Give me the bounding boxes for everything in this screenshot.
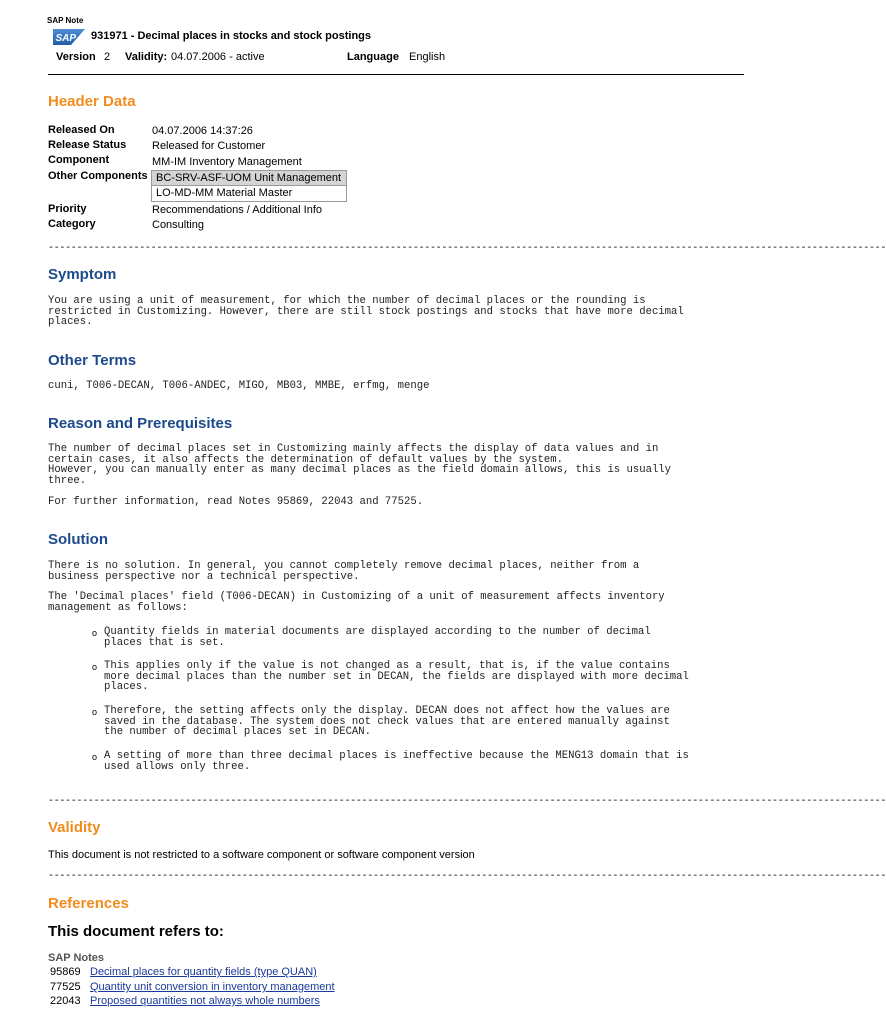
version-value: 2 bbox=[104, 51, 111, 63]
reason-heading: Reason and Prerequisites bbox=[48, 415, 233, 432]
reference-note-number: 22043 bbox=[50, 995, 81, 1007]
other-component-item[interactable]: BC-SRV-ASF-UOM Unit Management bbox=[152, 171, 346, 186]
solution-heading: Solution bbox=[48, 531, 108, 548]
reference-note-link[interactable]: Proposed quantities not always whole numbers bbox=[90, 995, 320, 1007]
priority-label: Priority bbox=[48, 203, 87, 215]
bullet-icon: o bbox=[92, 707, 98, 717]
validity-label: Validity: bbox=[125, 51, 168, 63]
other-components-list[interactable] bbox=[151, 170, 347, 202]
references-heading: References bbox=[48, 895, 129, 912]
header-data-heading: Header Data bbox=[48, 93, 136, 110]
sap-logo-text: SAP bbox=[55, 33, 77, 44]
component-label: Component bbox=[48, 154, 110, 166]
component-value: MM-IM Inventory Management bbox=[152, 156, 302, 168]
symptom-text: You are using a unit of measurement, for which the number of decimal places or the rounding is restricted in Customizing. However, there are still stock postings and stocks that have more decimal places. bbox=[48, 295, 684, 328]
sap-note-label: SAP Note bbox=[47, 16, 84, 25]
section-separator: --------------------------------------------------------------------------------------------------------------------------------------------------- bbox=[48, 871, 886, 882]
solution-intro: The 'Decimal places' field (T006-DECAN) in Customizing of a unit of measurement affects inventory management as follows: bbox=[48, 591, 665, 614]
solution-bullet: This applies only if the value is not changed as a result, that is, if the value contains more decimal places than the number set in DECAN, the fields are displayed with more decimal places. bbox=[104, 660, 689, 693]
other-terms-heading: Other Terms bbox=[48, 352, 137, 369]
language-value: English bbox=[409, 51, 446, 63]
released-on-value: 04.07.2006 14:37:26 bbox=[152, 125, 253, 137]
reason-further-info: For further information, read Notes 95869, 22043 and 77525. bbox=[48, 496, 424, 508]
solution-text: There is no solution. In general, you cannot completely remove decimal places, neither from a business perspective nor a technical perspective. bbox=[48, 560, 640, 583]
note-title: 931971 - Decimal places in stocks and stock postings bbox=[91, 30, 372, 42]
bullet-icon: o bbox=[92, 662, 98, 672]
refers-to-heading: This document refers to: bbox=[48, 923, 224, 940]
release-status-label: Release Status bbox=[48, 139, 127, 151]
priority-value: Recommendations / Additional Info bbox=[152, 204, 322, 216]
reference-note-number: 77525 bbox=[50, 981, 81, 993]
category-label: Category bbox=[48, 218, 96, 230]
validity-value: 04.07.2006 - active bbox=[171, 51, 265, 63]
solution-bullet: A setting of more than three decimal places is ineffective because the MENG13 domain that is used allows only three. bbox=[104, 750, 689, 773]
sap-notes-label: SAP Notes bbox=[48, 952, 105, 964]
bullet-icon: o bbox=[92, 752, 98, 762]
symptom-heading: Symptom bbox=[48, 266, 117, 283]
language-label: Language bbox=[347, 51, 399, 63]
reference-note-link[interactable]: Decimal places for quantity fields (type QUAN) bbox=[90, 966, 317, 978]
section-separator: --------------------------------------------------------------------------------------------------------------------------------------------------- bbox=[48, 243, 886, 254]
solution-bullet: Quantity fields in material documents are displayed according to the number of decimal places that is set. bbox=[104, 626, 651, 649]
category-value: Consulting bbox=[152, 219, 204, 231]
other-terms-text: cuni, T006-DECAN, T006-ANDEC, MIGO, MB03, MMBE, erfmg, menge bbox=[48, 380, 430, 392]
validity-text: This document is not restricted to a software component or software component version bbox=[48, 849, 475, 861]
sap-logo-icon bbox=[53, 29, 85, 45]
other-component-item[interactable]: LO-MD-MM Material Master bbox=[156, 187, 293, 199]
reference-note-number: 95869 bbox=[50, 966, 81, 978]
bullet-icon: o bbox=[92, 628, 98, 638]
release-status-value: Released for Customer bbox=[152, 140, 266, 152]
other-components-label: Other Components bbox=[48, 170, 148, 182]
reason-text: The number of decimal places set in Customizing mainly affects the display of data values and in certain cases, it also affects the determination of default values by the system. However, you can manually enter as many decimal places as the field domain allows, this is usually three. bbox=[48, 443, 672, 487]
version-label: Version bbox=[56, 51, 96, 63]
section-separator: --------------------------------------------------------------------------------------------------------------------------------------------------- bbox=[48, 796, 886, 807]
validity-heading: Validity bbox=[48, 819, 101, 836]
solution-bullet: Therefore, the setting affects only the display. DECAN does not affect how the values are saved in the database. The system does not check values that are entered manually against the number of decimal places set in DECAN. bbox=[104, 705, 670, 738]
reference-note-link[interactable]: Quantity unit conversion in inventory management bbox=[90, 981, 335, 993]
released-on-label: Released On bbox=[48, 124, 115, 136]
header-divider bbox=[48, 74, 744, 75]
